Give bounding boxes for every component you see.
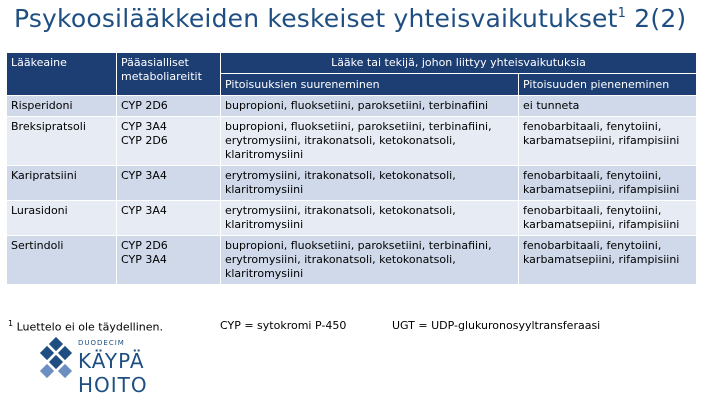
decrease-cell-line: fenobarbitaali, fenytoiini,	[523, 204, 662, 217]
increase-cell-line: erytromysiini, itrakonatsoli, ketokonatsoli,	[225, 204, 456, 217]
decrease-cell-line: karbamatsepiini, rifampisiini	[523, 183, 680, 196]
increase-cell	[221, 201, 519, 236]
route-cell-line: CYP 2D6	[121, 239, 168, 252]
route-cell	[117, 166, 221, 201]
kaypa-hoito-logo	[38, 337, 208, 397]
header-interactions: Lääke tai tekijä, johon liittyy yhteisvaikutuksia	[221, 53, 697, 74]
decrease-cell-line: karbamatsepiini, rifampisiini	[523, 253, 680, 266]
table-row	[7, 117, 697, 166]
footnote-cyp: CYP = sytokromi P-450	[220, 319, 347, 332]
decrease-cell-line: fenobarbitaali, fenytoiini,	[523, 120, 662, 133]
increase-cell-line: erytromysiini, itrakonatsoli, ketokonatsoli,	[225, 169, 456, 182]
footnote-ugt: UGT = UDP-glukuronosyyltransferaasi	[392, 319, 601, 332]
route-cell-line: CYP 3A4	[121, 253, 167, 266]
route-cell-line: CYP 2D6	[121, 134, 168, 147]
table-body	[7, 96, 697, 285]
header-decrease: Pitoisuuden pieneneminen	[519, 74, 697, 96]
decrease-cell	[519, 96, 697, 117]
decrease-cell	[519, 117, 697, 166]
table-row	[7, 201, 697, 236]
increase-cell	[221, 236, 519, 285]
header-increase: Pitoisuuksien suureneminen	[221, 74, 519, 96]
drug-cell: Lurasidoni	[7, 201, 117, 236]
decrease-cell	[519, 166, 697, 201]
route-cell	[117, 236, 221, 285]
route-cell	[117, 117, 221, 166]
decrease-cell	[519, 201, 697, 236]
decrease-cell-line: ei tunneta	[523, 99, 580, 112]
table-row	[7, 166, 697, 201]
footnote-list: $^1$ Luettelo ei ole täydellinen.	[8, 319, 164, 334]
table-row	[7, 96, 697, 117]
route-cell-line: CYP 2D6	[121, 99, 168, 112]
decrease-cell-line: karbamatsepiini, rifampisiini	[523, 218, 680, 231]
logo-kaypa-hoito: KÄYPÄ HOITO	[78, 349, 148, 397]
route-cell-line: CYP 3A4	[121, 204, 167, 217]
interaction-table	[6, 52, 697, 285]
drug-cell: Karipratsiini	[7, 166, 117, 201]
route-cell	[117, 201, 221, 236]
route-cell-line: CYP 3A4	[121, 120, 167, 133]
logo-duodecim: DUODECIM	[78, 339, 125, 347]
header-route: Pääasialliset metaboliareitit	[117, 53, 221, 96]
route-cell-line: CYP 3A4	[121, 169, 167, 182]
increase-cell-line: klaritromysiini	[225, 218, 304, 231]
increase-cell	[221, 117, 519, 166]
table-row	[7, 236, 697, 285]
logo-mark-icon	[38, 337, 74, 385]
increase-cell-line: klaritromysiini	[225, 267, 304, 280]
decrease-cell-line: fenobarbitaali, fenytoiini,	[523, 239, 662, 252]
drug-cell: Sertindoli	[7, 236, 117, 285]
increase-cell-line: erytromysiini, itrakonatsoli, ketokonatsoli,	[225, 134, 456, 147]
increase-cell-line: bupropioni, fluoksetiini, paroksetiini, terbinafiini	[225, 99, 489, 112]
increase-cell-line: klaritromysiini	[225, 148, 304, 161]
increase-cell-line: bupropioni, fluoksetiini, paroksetiini, terbinafiini,	[225, 120, 492, 133]
increase-cell	[221, 166, 519, 201]
decrease-cell	[519, 236, 697, 285]
slide-title: Psykoosilääkkeiden keskeiset yhteisvaikutukset$^1$ 2(2)	[14, 4, 687, 33]
increase-cell-line: erytromysiini, itrakonatsoli, ketokonatsoli,	[225, 253, 456, 266]
drug-cell: Breksipratsoli	[7, 117, 117, 166]
increase-cell-line: klaritromysiini	[225, 183, 304, 196]
header-drug: Lääkeaine	[7, 53, 117, 96]
increase-cell	[221, 96, 519, 117]
increase-cell-line: bupropioni, fluoksetiini, paroksetiini, terbinafiini,	[225, 239, 492, 252]
decrease-cell-line: fenobarbitaali, fenytoiini,	[523, 169, 662, 182]
route-cell	[117, 96, 221, 117]
decrease-cell-line: karbamatsepiini, rifampisiini	[523, 134, 680, 147]
drug-cell: Risperidoni	[7, 96, 117, 117]
